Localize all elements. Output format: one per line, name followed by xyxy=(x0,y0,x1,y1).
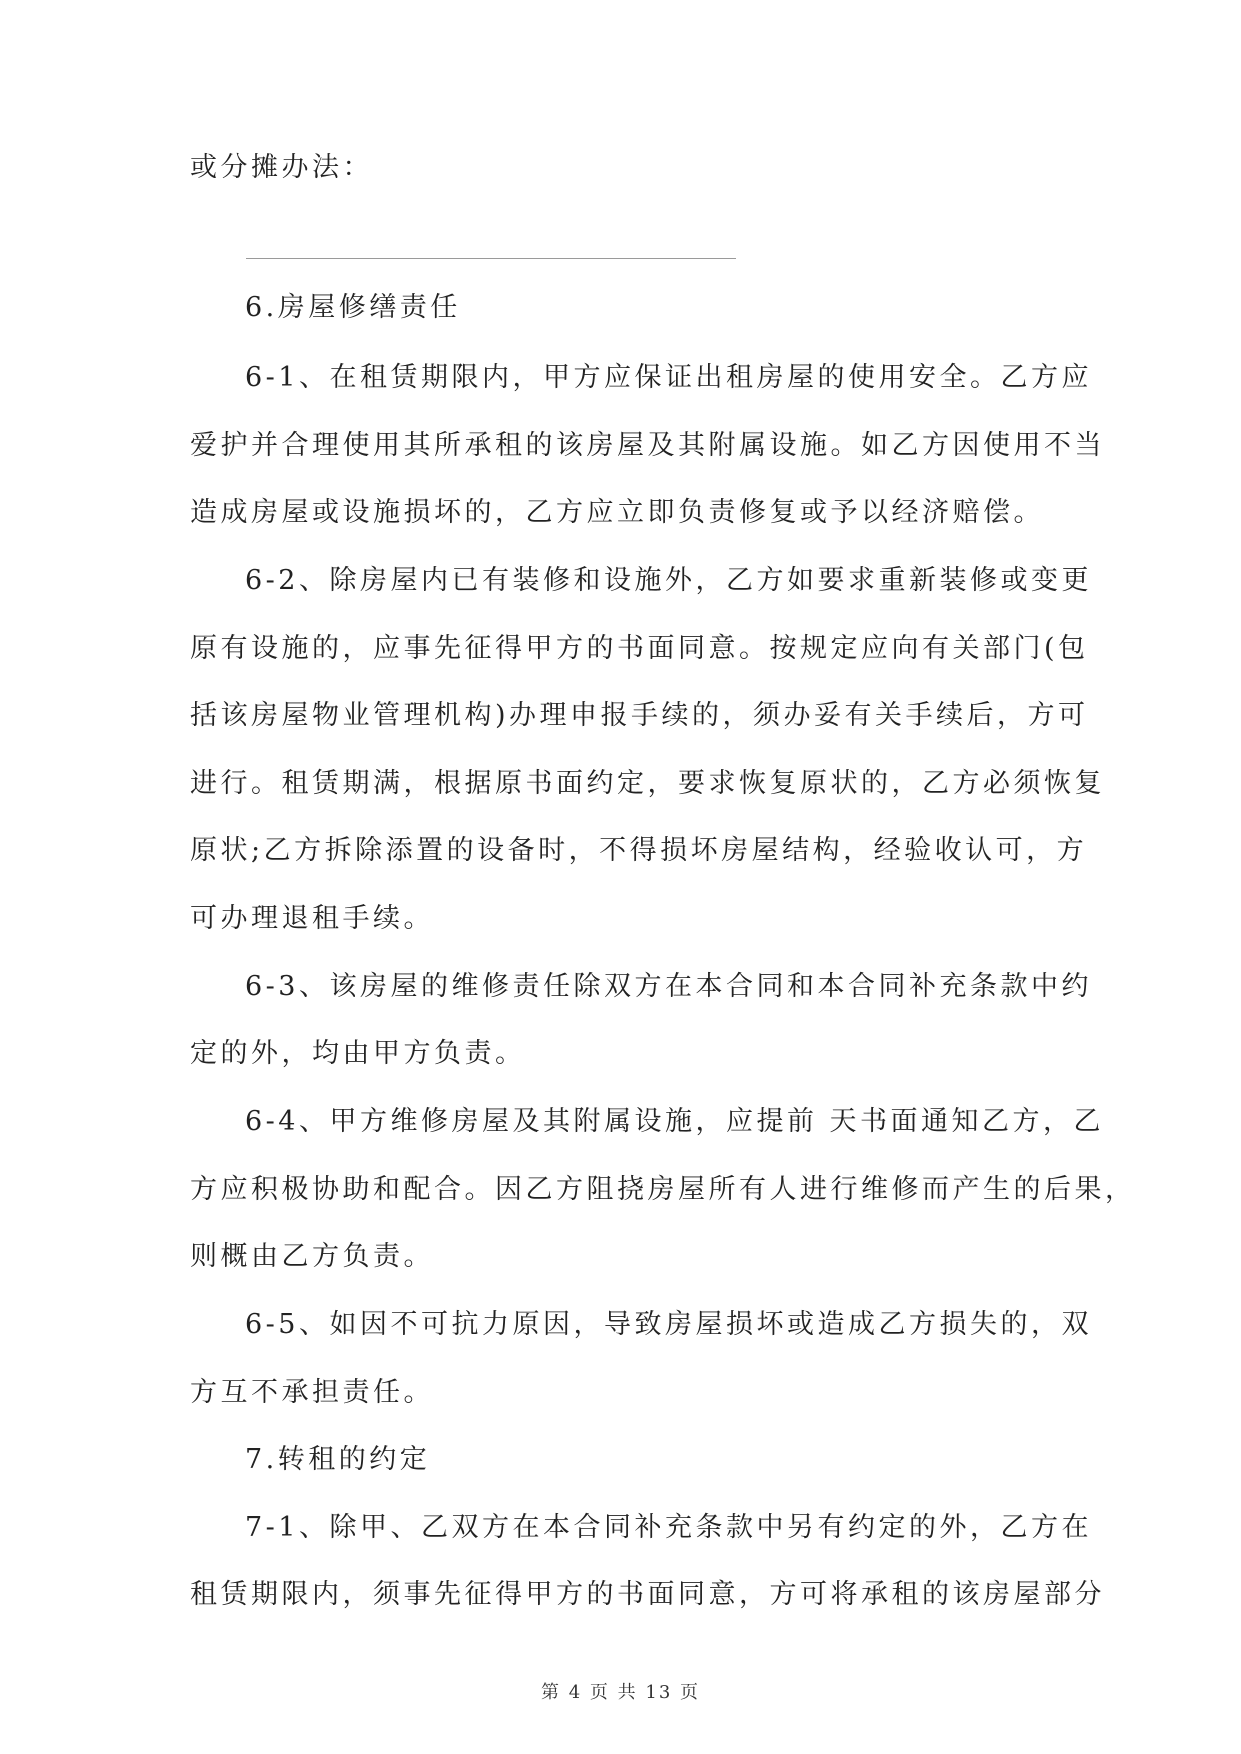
section-heading: 6.房屋修缮责任 xyxy=(245,292,461,323)
paragraph-line: 租赁期限内，须事先征得甲方的书面同意，方可将承租的该房屋部分 xyxy=(190,1579,1105,1610)
paragraph-line: 6-5、如因不可抗力原因，导致房屋损坏或造成乙方损失的，双 xyxy=(245,1309,1092,1340)
footer-prefix: 第 xyxy=(540,1682,561,1703)
paragraph-line: 可办理退租手续。 xyxy=(190,903,434,934)
paragraph-line: 括该房屋物业管理机构)办理申报手续的，须办妥有关手续后，方可 xyxy=(190,700,1089,731)
current-page-number: 4 xyxy=(568,1682,583,1703)
section-heading: 7.转租的约定 xyxy=(245,1444,431,1475)
paragraph-line: 方应积极协助和配合。因乙方阻挠房屋所有人进行维修而产生的后果， xyxy=(190,1174,1136,1205)
paragraph-line: 方互不承担责任。 xyxy=(190,1377,434,1408)
text-line: 或分摊办法： xyxy=(190,152,373,183)
paragraph-line: 6-2、除房屋内已有装修和设施外，乙方如要求重新装修或变更 xyxy=(245,565,1092,596)
paragraph-line: 定的外，均由甲方负责。 xyxy=(190,1038,526,1069)
blank-fill-line xyxy=(246,258,736,259)
paragraph-line: 6-4、甲方维修房屋及其附属设施，应提前 天书面通知乙方，乙 xyxy=(245,1106,1105,1137)
paragraph-line: 7-1、除甲、乙双方在本合同补充条款中另有约定的外，乙方在 xyxy=(245,1512,1092,1543)
footer-middle: 页 共 xyxy=(589,1682,638,1703)
paragraph-line: 原有设施的，应事先征得甲方的书面同意。按规定应向有关部门(包 xyxy=(190,633,1089,664)
page-footer xyxy=(0,1682,1241,1704)
paragraph-line: 爱护并合理使用其所承租的该房屋及其附属设施。如乙方因使用不当 xyxy=(190,430,1105,461)
paragraph-line: 原状;乙方拆除添置的设备时，不得损坏房屋结构，经验收认可，方 xyxy=(190,835,1088,866)
paragraph-line: 则概由乙方负责。 xyxy=(190,1241,434,1272)
paragraph-line: 6-3、该房屋的维修责任除双方在本合同和本合同补充条款中约 xyxy=(245,971,1092,1002)
paragraph-line: 造成房屋或设施损坏的，乙方应立即负责修复或予以经济赔偿。 xyxy=(190,497,1044,528)
paragraph-line: 6-1、在租赁期限内，甲方应保证出租房屋的使用安全。乙方应 xyxy=(245,362,1092,393)
footer-suffix: 页 xyxy=(680,1682,701,1703)
total-page-number: 13 xyxy=(645,1682,673,1703)
paragraph-line: 进行。租赁期满，根据原书面约定，要求恢复原状的，乙方必须恢复 xyxy=(190,768,1105,799)
